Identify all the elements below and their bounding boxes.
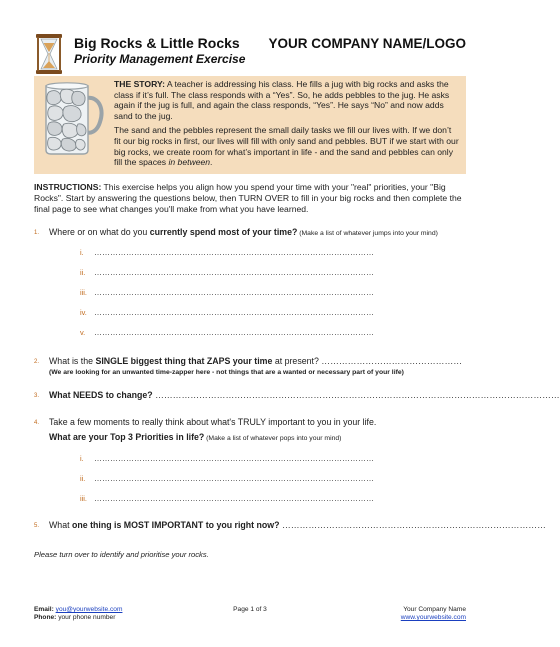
dotted-answer-line: ………………………………………………………………………………………………………………………… bbox=[152, 390, 560, 400]
dotted-answer-line: ………………………………………… bbox=[321, 356, 463, 366]
story-paragraph-2 bbox=[114, 125, 460, 167]
page-title: Big Rocks & Little Rocks bbox=[74, 35, 240, 51]
instructions-label: INSTRUCTIONS: bbox=[34, 182, 102, 192]
story-box bbox=[34, 76, 466, 174]
question-2-post: at present? bbox=[272, 356, 322, 366]
phone-number: your phone number bbox=[58, 614, 116, 622]
footer-company-name: Your Company Name bbox=[403, 606, 466, 613]
dotted-answer-line: …………………………………………………………………………………………… bbox=[94, 494, 374, 503]
question-4-line-1: Take a few moments to really think about what's TRULY important to you in your life. bbox=[49, 417, 377, 427]
question-4 bbox=[34, 417, 466, 443]
item-number: iii. bbox=[80, 288, 87, 297]
question-1-bold: currently spend most of your time? bbox=[149, 227, 298, 237]
answer-line-q1-1[interactable] bbox=[80, 248, 374, 258]
website-link[interactable]: www.yourwebsite.com bbox=[400, 614, 466, 622]
page-subtitle: Priority Management Exercise bbox=[74, 52, 246, 66]
story-text bbox=[114, 79, 460, 168]
dotted-answer-line: ……………………………………………………………………………… bbox=[279, 520, 546, 530]
question-2 bbox=[34, 356, 466, 380]
answer-line-q4-1[interactable] bbox=[80, 454, 374, 464]
instructions-text: This exercise helps you align how you spend your time with your "real" priorities, your "Big Rocks". Start by answering the questions below, then TURN OVER to fill in your big rocks and then complete the final page to see what changes you'll make from what you have learned. bbox=[34, 182, 462, 214]
answer-line-q4-3[interactable] bbox=[80, 494, 374, 504]
item-number: iv. bbox=[80, 308, 87, 317]
hourglass-icon bbox=[34, 34, 64, 74]
dotted-answer-line: …………………………………………………………………………………………… bbox=[94, 474, 374, 483]
footer-email-row bbox=[34, 606, 122, 614]
answer-line-q1-4[interactable] bbox=[80, 308, 374, 318]
answer-line-q1-5[interactable] bbox=[80, 328, 374, 338]
question-text[interactable] bbox=[49, 520, 546, 531]
item-number: i. bbox=[80, 248, 84, 257]
question-5-pre: What bbox=[49, 520, 72, 530]
question-1-pre: Where or on what do you bbox=[49, 227, 150, 237]
item-number: v. bbox=[80, 328, 86, 337]
story-emphasis: in between bbox=[168, 157, 211, 168]
question-4-hint: (Make a list of whatever pops into your mind) bbox=[204, 435, 342, 442]
item-number: iii. bbox=[80, 494, 87, 503]
question-4-line-2 bbox=[49, 432, 341, 444]
question-text[interactable] bbox=[49, 356, 462, 367]
dotted-answer-line: …………………………………………………………………………………………… bbox=[94, 268, 374, 277]
story-paragraph-1-text: A teacher is addressing his class. He fills a jug with big rocks and asks the class if it’s full. The class responds with a “Yes”. So, he adds pebbles to the jug. He asks again if the jug is full, and again the class responds, “Yes”. He says “No” and now adds sand to the jug. bbox=[114, 79, 450, 121]
header bbox=[34, 34, 466, 74]
email-link[interactable]: you@yourwebsite.com bbox=[55, 606, 123, 613]
jug-of-rocks-icon bbox=[40, 80, 106, 156]
answer-line-q4-2[interactable] bbox=[80, 474, 374, 484]
page-number: Page 1 of 3 bbox=[233, 606, 267, 613]
phone-label: Phone: bbox=[34, 614, 57, 622]
question-number: 4. bbox=[34, 420, 40, 426]
turn-over-note: Please turn over to identify and prioritise your rocks. bbox=[34, 550, 209, 559]
story-label: THE STORY: bbox=[114, 79, 165, 89]
dotted-answer-line: …………………………………………………………………………………………… bbox=[94, 248, 374, 257]
dotted-answer-line: …………………………………………………………………………………………… bbox=[94, 288, 374, 297]
dotted-answer-line: …………………………………………………………………………………………… bbox=[94, 454, 374, 463]
item-number: i. bbox=[80, 454, 84, 463]
question-3-bold: What NEEDS to change? bbox=[49, 390, 153, 400]
question-2-pre: What is the bbox=[49, 356, 96, 366]
question-text[interactable] bbox=[49, 390, 560, 401]
instructions bbox=[34, 182, 466, 214]
question-5 bbox=[34, 520, 546, 532]
question-text bbox=[49, 227, 438, 239]
answer-line-q1-2[interactable] bbox=[80, 268, 374, 278]
company-logo-placeholder: YOUR COMPANY NAME/LOGO bbox=[268, 36, 466, 51]
question-2-note: (We are looking for an unwanted time-zapper here - not things that are a wanted or necessary part of your life) bbox=[49, 369, 404, 376]
question-number: 1. bbox=[34, 230, 40, 236]
question-number: 5. bbox=[34, 523, 40, 529]
item-number: ii. bbox=[80, 268, 86, 277]
question-4-bold: What are your Top 3 Priorities in life? bbox=[49, 432, 205, 442]
footer-contact bbox=[34, 606, 122, 622]
title-block bbox=[74, 35, 245, 67]
story-paragraph-1 bbox=[114, 79, 460, 121]
answer-line-q1-3[interactable] bbox=[80, 288, 374, 298]
footer-company bbox=[401, 606, 466, 622]
question-1 bbox=[34, 227, 466, 239]
question-2-bold: SINGLE biggest thing that ZAPS your time bbox=[95, 356, 273, 366]
dotted-answer-line: …………………………………………………………………………………………… bbox=[94, 328, 374, 337]
story-paragraph-2-text: The sand and the pebbles represent the small daily tasks we fill our lives with. If we don’t fit our big rocks in first, our lives will fill with only sand and pebbles. BUT if we start with our big rocks, we create room for what’s important in life - and the sand and pebbles can only fill the spaces bbox=[114, 125, 459, 168]
item-number: ii. bbox=[80, 474, 86, 483]
dotted-answer-line: …………………………………………………………………………………………… bbox=[94, 308, 374, 317]
question-number: 2. bbox=[34, 359, 40, 365]
email-label: Email: bbox=[34, 606, 54, 613]
question-1-hint: (Make a list of whatever jumps into your mind) bbox=[297, 230, 438, 237]
footer-phone-row bbox=[34, 614, 122, 622]
question-5-bold: one thing is MOST IMPORTANT to you right now? bbox=[71, 520, 280, 530]
question-3 bbox=[34, 390, 560, 402]
story-paragraph-2-end: . bbox=[210, 157, 213, 168]
question-number: 3. bbox=[34, 393, 40, 399]
